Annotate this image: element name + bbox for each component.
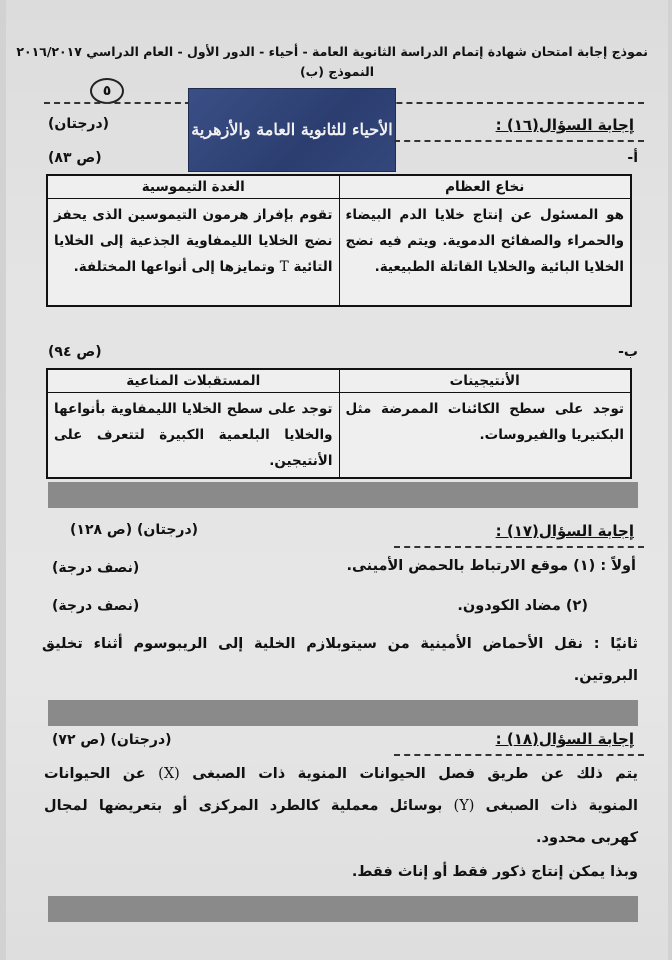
q16-part-a-page: (ص ٨٣)	[48, 150, 102, 166]
q16-part-b-label: ب-	[618, 344, 638, 360]
q18-divider	[394, 754, 644, 756]
q18-line2: المنوية ذات الصبغى (Y) بوسائل معملية كالطرد المركزى أو بتعريضها لمجال	[44, 798, 638, 814]
separator-bar-3	[48, 896, 638, 922]
page-number: ٥	[90, 78, 124, 104]
table-a-bone-marrow-text: هو المسئول عن إنتاج خلايا الدم البيضاء والحمراء والصفائح الدموية. ويتم فيه نضج الخلايا البائية والخلايا القاتلة الطبيعية.	[339, 199, 631, 307]
q16-divider	[394, 140, 644, 142]
q17-marks: (درجتان) (ص ١٢٨)	[70, 522, 199, 538]
table-a-thymus-text: تقوم بإفراز هرمون التيموسين الذى يحفز نضج الخلايا الليمفاوية الجذعية إلى الخلايا التائية T وتمايزها إلى أنواعها المختلفة.	[47, 199, 339, 307]
q18-line1: يتم ذلك عن طريق فصل الحيوانات المنوية ذات الصبغى (X) عن الحيوانات	[44, 766, 638, 782]
table-a-header-bone-marrow: نخاع العظام	[339, 175, 631, 199]
q16-marks: (درجتان)	[48, 116, 110, 132]
q17-item1-mark: (نصف درجة)	[52, 560, 140, 576]
q18-line4: وبذا يمكن إنتاج ذكور فقط أو إناث فقط.	[351, 864, 638, 880]
q16-table-b	[46, 368, 632, 479]
q18-marks: (درجتان) (ص ٧٢)	[52, 732, 172, 748]
q18-title: إجابة السؤال(١٨) :	[495, 730, 634, 748]
q16-title: إجابة السؤال(١٦) :	[495, 116, 634, 134]
table-b-header-receptors: المستقبلات المناعية	[47, 369, 339, 393]
separator-bar-2	[48, 700, 638, 726]
separator-bar-1	[48, 482, 638, 508]
header-model: النموذج (ب)	[299, 64, 375, 79]
table-b-antigens-text: توجد على سطح الكائنات الممرضة مثل البكتيريا والفيروسات.	[339, 393, 631, 479]
q16-part-a-label: أ-	[627, 150, 638, 166]
q16-part-b-page: (ص ٩٤)	[48, 344, 102, 360]
table-b-header-antigens: الأنتيجينات	[339, 369, 631, 393]
q17-divider	[394, 546, 644, 548]
q17-item1: أولاً : (١) موقع الارتباط بالحمض الأمينى.	[346, 558, 636, 574]
q17-item2-mark: (نصف درجة)	[52, 598, 140, 614]
table-b-receptors-text: توجد على سطح الخلايا الليمفاوية بأنواعها والخلايا البلعمية الكبيرة لتتعرف على الأنتيجين.	[47, 393, 339, 479]
exam-page	[6, 0, 668, 960]
q17-item2: (٢) مضاد الكودون.	[457, 598, 588, 614]
header-title: نموذج إجابة امتحان شهادة إتمام الدراسة الثانوية العامة - أحياء - الدور الأول - العام الدراسي ٢٠١٦/٢٠١٧	[16, 44, 648, 59]
table-a-header-thymus: الغدة التيموسية	[47, 175, 339, 199]
q17-second-line2: البروتين.	[573, 668, 638, 684]
q16-table-a	[46, 174, 632, 307]
q17-title: إجابة السؤال(١٧) :	[495, 522, 634, 540]
q17-second-line1: ثانيًا : نقل الأحماض الأمينية من سيتوبلازم الخلية إلى الريبوسوم أثناء تخليق	[42, 636, 638, 652]
watermark-logo: الأحياء للثانوية العامة والأزهرية	[188, 88, 396, 172]
q18-line3: كهربى محدود.	[536, 830, 638, 846]
